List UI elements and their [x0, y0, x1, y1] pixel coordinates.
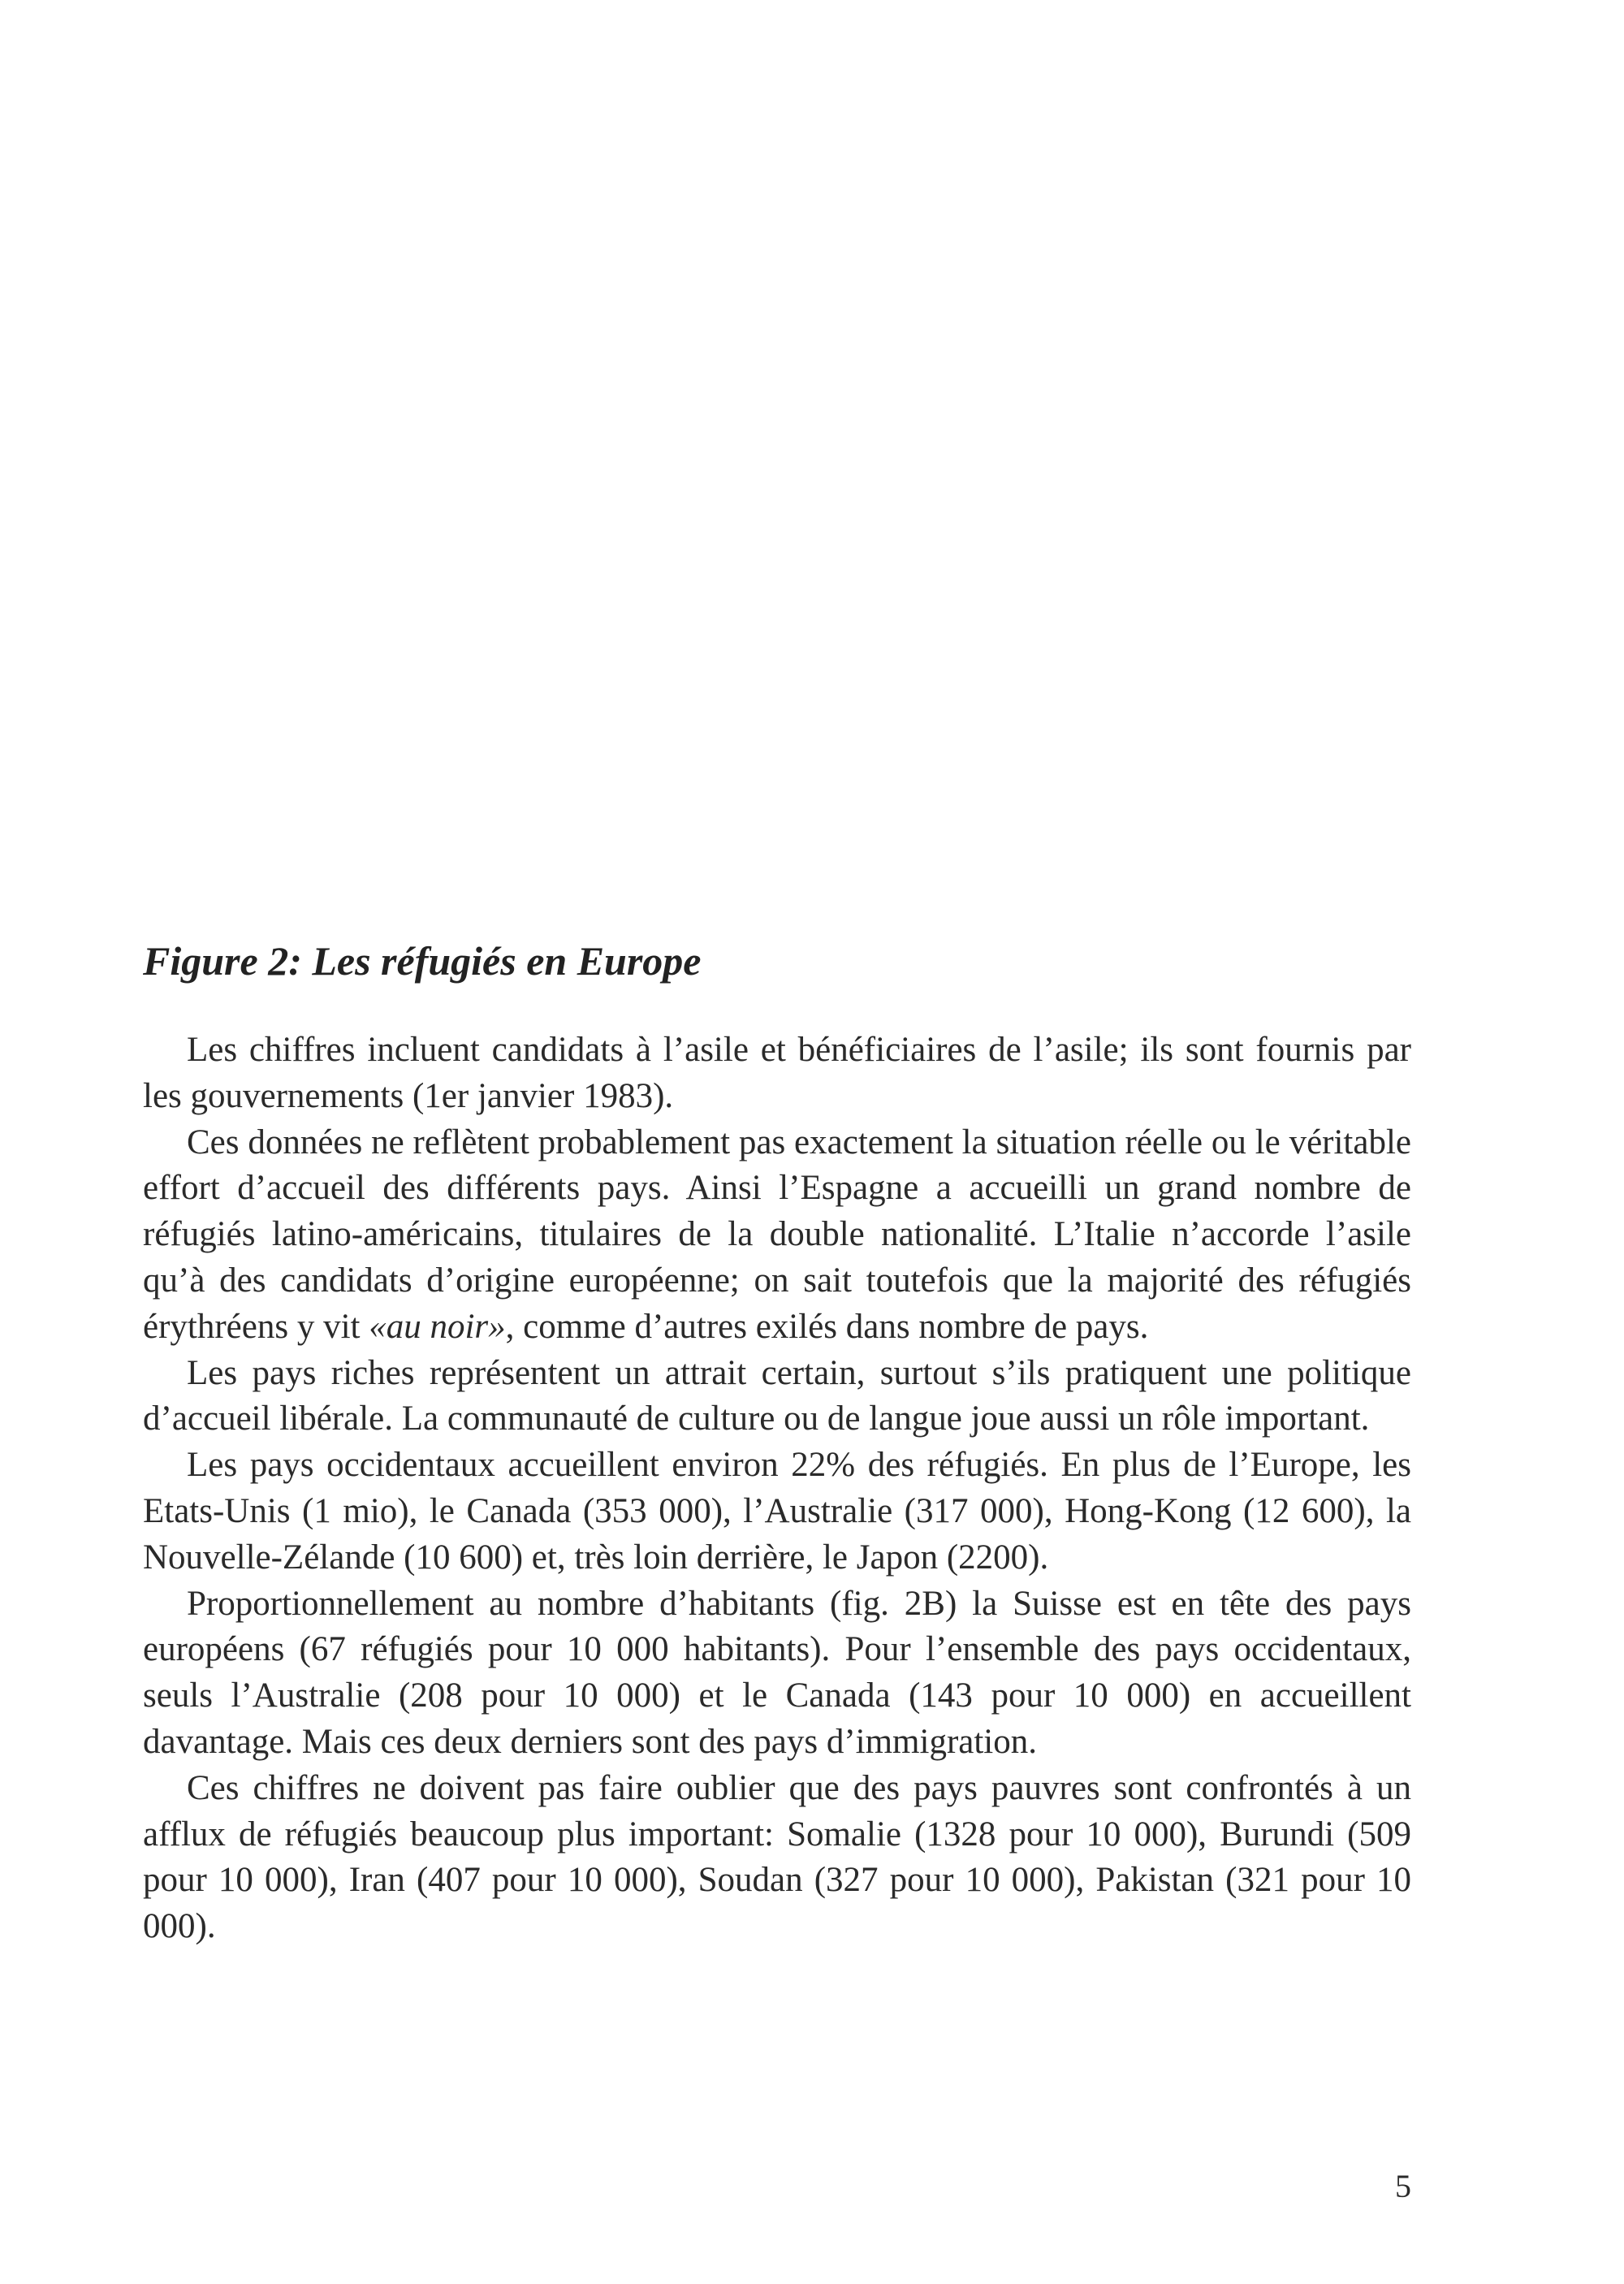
paragraph-poor-countries: Ces chiffres ne doivent pas faire oublier que des pays pauvres sont confrontés à un afflux de réfugiés beaucoup plus important: Somalie (1328 pour 10 000), Burundi (509 pour 10 000), Iran (407 pour 10 000), Soudan (327 pour 10 000), Pakistan (321 pour 10 000). — [143, 1768, 1411, 1946]
paragraph-rich-countries: Les pays riches représentent un attrait certain, surtout s’ils pratiquent une politique d’accueil libérale. La communauté de culture ou de langue joue aussi un rôle important. — [143, 1353, 1411, 1438]
paragraph-sources: Les chiffres incluent candidats à l’asile et bénéficiaires de l’asile; ils sont fournis par les gouvernements (1er janvier 1983). — [143, 1031, 1411, 1115]
paragraph-western-countries: Les pays occidentaux accueillent environ 22% des réfugiés. En plus de l’Europe, les Etats-Unis (1 mio), le Canada (353 000), l’Australie (317 000), Hong-Kong (12 600), la Nouvelle-Zélande (10 600) et, très loin derrière, le Japon (2200). — [143, 1446, 1411, 1577]
figure-title: Figure 2: Les réfugiés en Europe — [143, 938, 702, 984]
paragraph-data-caveats-end: , comme d’autres exilés dans nombre de pays. — [505, 1307, 1149, 1346]
page-number: 5 — [1395, 2168, 1411, 2204]
body-text — [143, 1027, 1411, 1950]
au-noir-emphasis: «au noir» — [369, 1307, 506, 1346]
paragraph-data-caveats-text: Ces données ne reflètent probablement pas exactement la situation réelle ou le véritable effort d’accueil des différents pays. Ainsi l’Espagne a accueilli un grand nombre de réfugiés latino-américains, titulaires de la double nationalité. L’Italie n’accorde l’asile qu’à des candidats d’origine européenne; on sait toutefois que la majorité des réfugiés érythréens y vit — [143, 1123, 1411, 1346]
paragraph-per-inhabitant: Proportionnellement au nombre d’habitants (fig. 2B) la Suisse est en tête des pays européens (67 réfugiés pour 10 000 habitants). Pour l’ensemble des pays occidentaux, seuls l’Australie (208 pour 10 000) et le Canada (143 pour 10 000) en accueillent davantage. Mais ces deux derniers sont des pays d’immigration. — [143, 1584, 1411, 1761]
paragraph-data-caveats — [143, 1120, 1411, 1351]
